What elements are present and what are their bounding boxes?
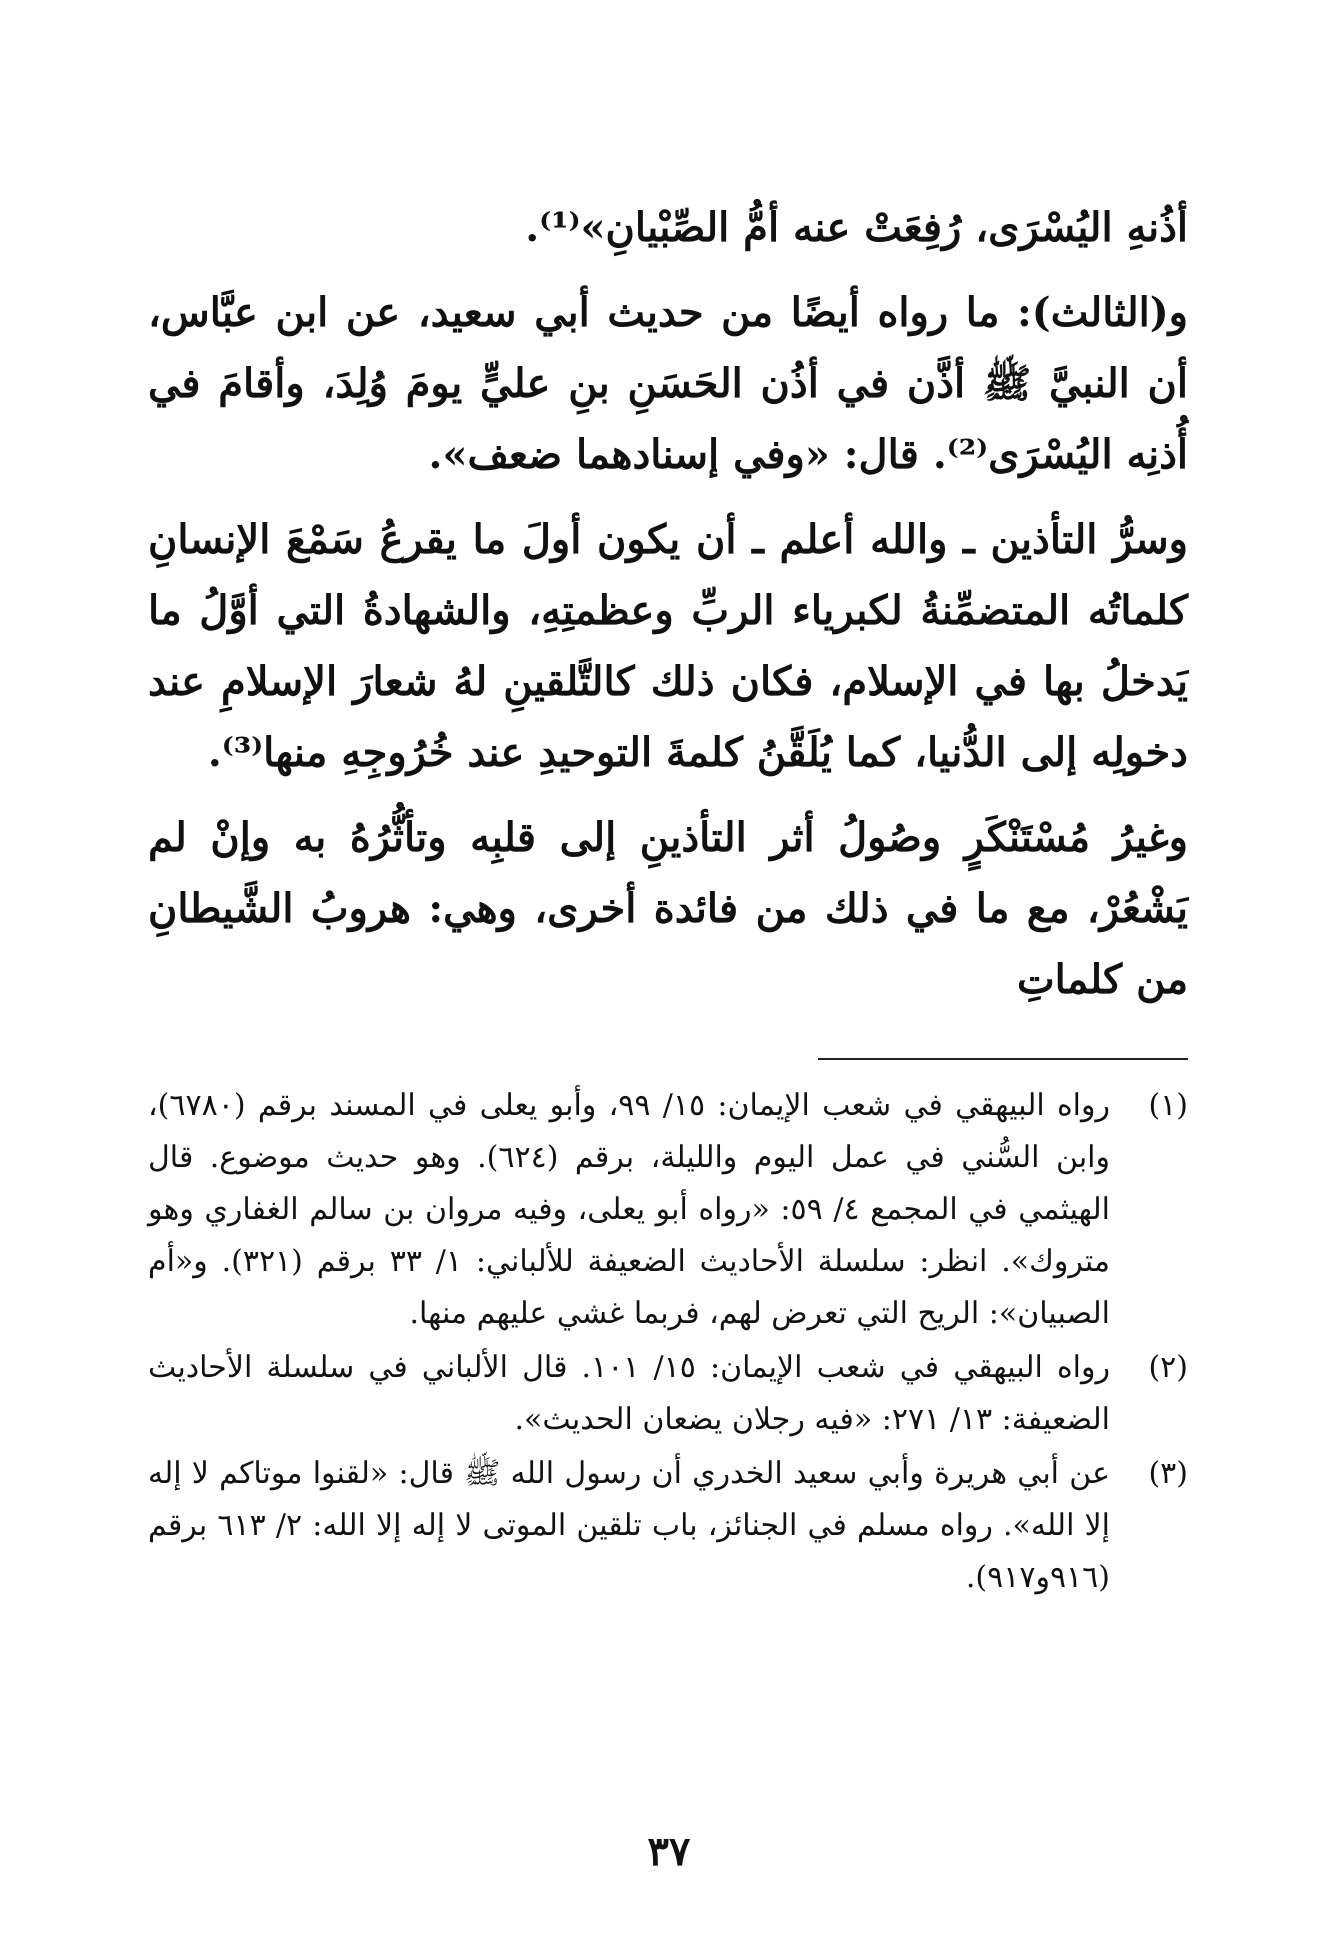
footnote-3 <box>148 1448 1188 1604</box>
paragraph-2: و(الثالث): ما رواه أيضًا من حديث أبي سعيد، عن ابن عبَّاس، أن النبيَّ ﷺ أذَّن في أذُن الحَسَنِ بنِ عليٍّ يومَ وُلِدَ، وأقامَ في أُذنِه اليُسْرَى⁽²⁾. قال: «وفي إسنادهما ضعف». <box>148 289 1188 478</box>
footnote-divider <box>818 1058 1188 1060</box>
footnotes <box>148 1080 1188 1606</box>
footnote-text: رواه البيهقي في شعب الإيمان: ١٥/ ٩٩، وأبو يعلى في المسند برقم (٦٧٨٠)، وابن السُّني في عمل اليوم والليلة، برقم (٦٢٤). وهو حديث موضوع. قال الهيثمي في المجمع ٤/ ٥٩: «رواه أبو يعلى، وفيه مروان بن سالم الغفاري وهو متروك». انظر: سلسلة الأحاديث الضعيفة للألباني: ١/ ٣٣ برقم (٣٢١). و«أم الصبيان»: الريح التي تعرض لهم، فربما غشي عليهم منها. <box>148 1088 1110 1331</box>
main-text <box>148 192 1188 1029</box>
footnote-number: (١) <box>1148 1088 1188 1123</box>
paragraph-4: وغيرُ مُسْتَنْكَرٍ وصُولُ أثر التأذينِ إلى قلبِه وتأثُّرُهُ به وإنْ لم يَشْعُرْ، مع ما في ذلك من فائدة أخرى، وهي: هروبُ الشَّيطانِ من كلماتِ <box>148 814 1188 1003</box>
footnote-2 <box>148 1342 1188 1446</box>
footnote-number: (٢) <box>1148 1350 1188 1385</box>
page-number: ٣٧ <box>647 1828 691 1875</box>
footnote-1 <box>148 1080 1188 1340</box>
footnote-text: عن أبي هريرة وأبي سعيد الخدري أن رسول الله ﷺ قال: «لقنوا موتاكم لا إله إلا الله». رواه مسلم في الجنائز، باب تلقين الموتى لا إله إلا الله: ٢/ ٦١٣ برقم (٩١٦و٩١٧). <box>148 1456 1110 1595</box>
paragraph-1: أذُنهِ اليُسْرَى، رُفِعَتْ عنه أمُّ الصِّبْيانِ»⁽¹⁾. <box>525 204 1188 251</box>
paragraph-3: وسرُّ التأذين ـ والله أعلم ـ أن يكون أولَ ما يقرعُ سَمْعَ الإنسانِ كلماتُه المتضمِّنةُ لكبرياء الربِّ وعظمتِهِ، والشهادةُ التي أوَّلُ ما يَدخلُ بها في الإسلام، فكان ذلك كالتَّلقينِ لهُ شعارَ الإسلامِ عند دخولِه إلى الدُّنيا، كما يُلَقَّنُ كلمةَ التوحيدِ عند خُرُوجِهِ منها⁽³⁾. <box>148 516 1188 776</box>
footnote-number: (٣) <box>1148 1456 1188 1491</box>
footnote-text: رواه البيهقي في شعب الإيمان: ١٥/ ١٠١. قال الألباني في سلسلة الأحاديث الضعيفة: ١٣/ ٢٧١: «فيه رجلان يضعان الحديث». <box>148 1350 1110 1437</box>
